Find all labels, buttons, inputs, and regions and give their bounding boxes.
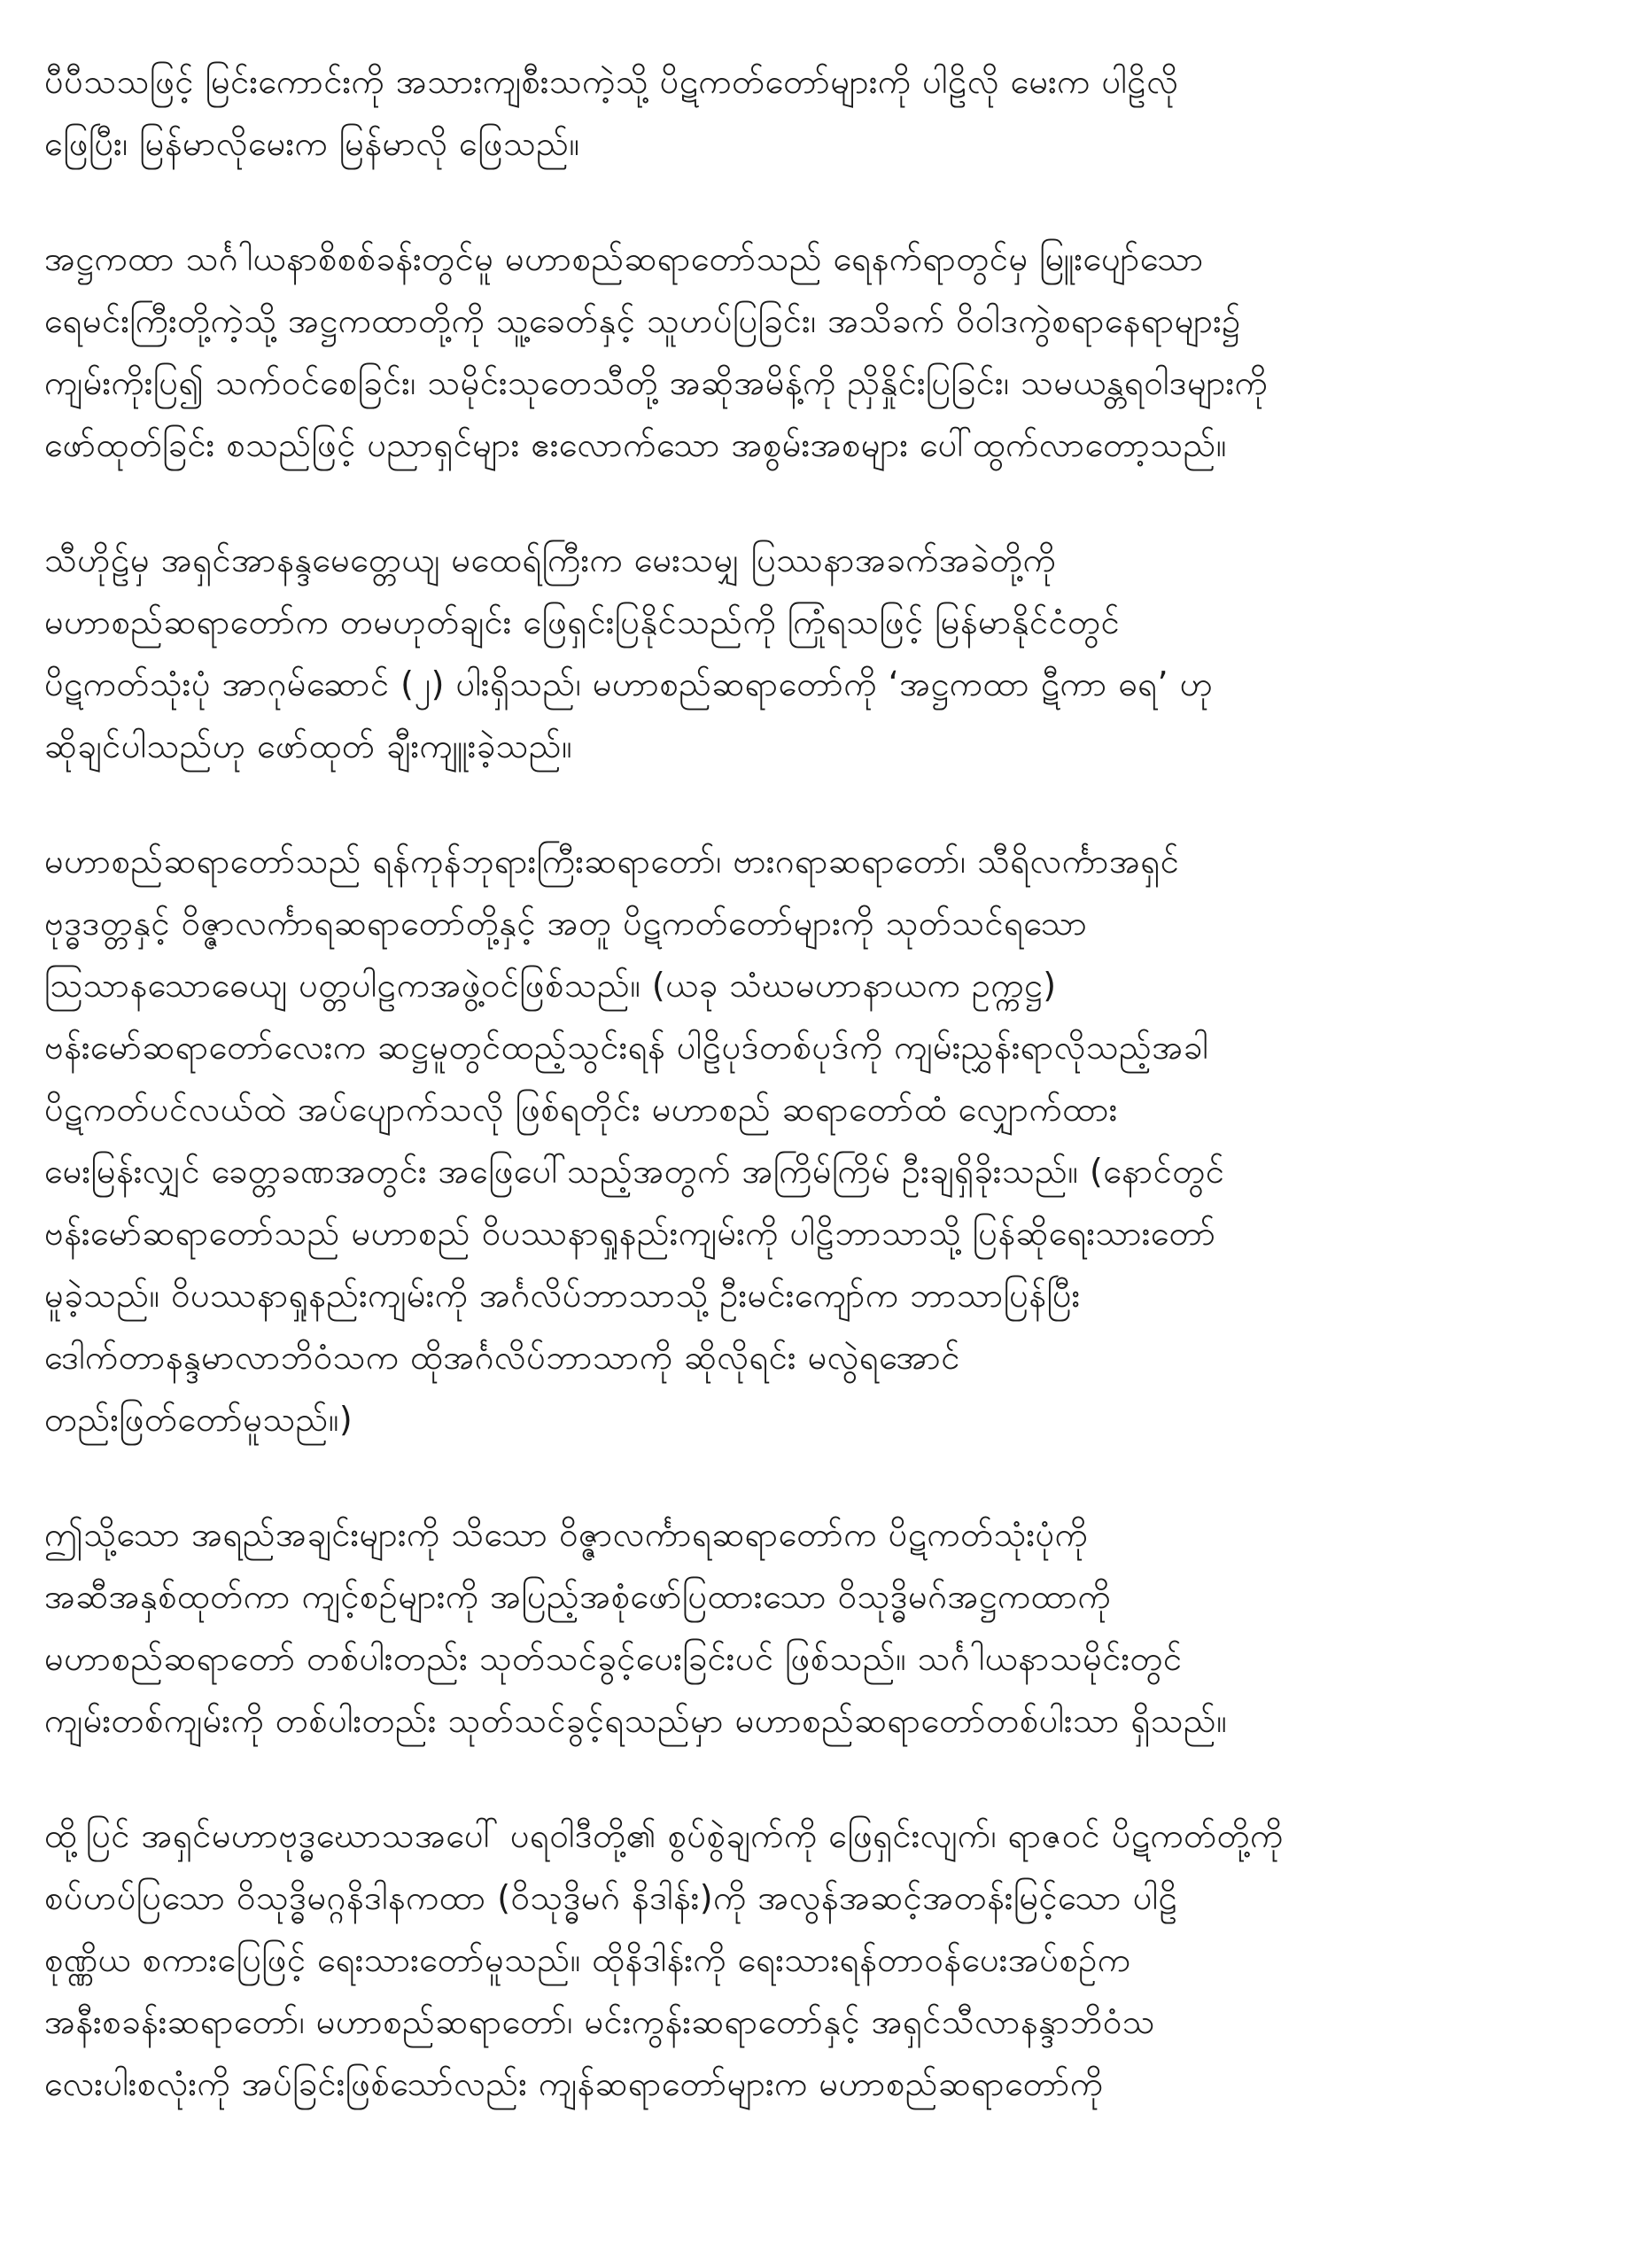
text-line: စပ်ဟပ်ပြသော ဝိသုဒ္ဓိမဂ္ဂနိဒါနကထာ (ဝိသုဒ္ဓိမဂ် နိဒါန်း)ကို အလွန်အဆင့်အတန်းမြင့်သော ပါဠိ <box>44 1878 1178 1917</box>
text-line: မေးမြန်းလျှင် ခေတ္တခဏအတွင်း အဖြေပေါ်သည့်အတွက် အကြိမ်ကြိမ် ဦးချရှိခိုးသည်။ (နောင်တွင် <box>44 1152 1225 1191</box>
text-line: ဗန်းမော်ဆရာတော်သည် မဟာစည် ဝိပဿနာရှုနည်းကျမ်းကို ပါဠိဘာသာသို့ ပြန်ဆိုရေးသားတော် <box>44 1214 1216 1253</box>
text-line: ဗုဒ္ဓဒတ္တနှင့် ဝိဇ္ဇာလင်္ကာရဆရာတော်တို့နှင့် အတူ ပိဋကတ်တော်များကို သုတ်သင်ရသော <box>44 904 1088 943</box>
text-line: ထို့ပြင် အရှင်မဟာဗုဒ္ဓဃောသအပေါ် ပရဝါဒီတို့၏ စွပ်စွဲချက်ကို ဖြေရှင်းလျက်၊ ရာဇဝင် ပိဋကတ်တို့ကို <box>44 1816 1284 1855</box>
text-line: ဖြေပြီး၊ မြန်မာလိုမေးက မြန်မာလို ဖြေသည်။ <box>44 124 580 163</box>
text-line: လေးပါးစလုံးကို အပ်ခြင်းဖြစ်သော်လည်း ကျန်ဆရာတော်များက မဟာစည်ဆရာတော်ကို <box>44 2064 1104 2103</box>
text-line: ဩသာနသောဓေယျ ပတ္တပါဠကအဖွဲ့ဝင်ဖြစ်သည်။ (ယခု သံဃမဟာနာယက ဥက္ကဋ္ဌ) <box>44 966 1057 1005</box>
text-line: စုဏ္ဏိယ စကားပြေဖြင့် ရေးသားတော်မူသည်။ ထိုနိဒါန်းကို ရေးသားရန်တာဝန်ပေးအပ်စဉ်က <box>44 1940 1131 1979</box>
text-line: မဟာစည်ဆရာတော်က တမဟုတ်ချင်း ဖြေရှင်းပြနိုင်သည်ကို ကြုံရသဖြင့် မြန်မာနိုင်ငံတွင် <box>44 602 1121 641</box>
text-line: တည်းဖြတ်တော်မူသည်။) <box>44 1400 353 1439</box>
text-line: ကျမ်းကိုးပြ၍ သက်ဝင်စေခြင်း၊ သမိုင်းသုတေသီတို့ အဆိုအမိန့်ကို ညှိနှိုင်းပြခြင်း၊ သမယန္တရဝါဒများကို <box>44 363 1269 402</box>
text-line: ဆိုချင်ပါသည်ဟု ဖော်ထုတ် ချီးကျူးခဲ့သည်။ <box>44 726 573 765</box>
text-line: ဤသို့သော အရည်အချင်းများကို သိသော ဝိဇ္ဇာလင်္ကာရဆရာတော်က ပိဋကတ်သုံးပုံကို <box>44 1515 1089 1554</box>
text-line: ပီပီသသဖြင့် မြင်းကောင်းကို အသားကျစီးသကဲ့သို့ ပိဋကတ်တော်များကို ပါဠိလို မေးက ပါဠိလို <box>44 62 1179 101</box>
text-line: အနီးစခန်းဆရာတော်၊ မဟာစည်ဆရာတော်၊ မင်းကွန်းဆရာတော်နှင့် အရှင်သီလာနန္ဒာဘိဝံသ <box>44 2002 1155 2041</box>
text-line: မဟာစည်ဆရာတော် တစ်ပါးတည်း သုတ်သင်ခွင့်ပေးခြင်းပင် ဖြစ်သည်။ သင်္ဂါယနာသမိုင်းတွင် <box>44 1639 1183 1678</box>
text-line: ကျမ်းတစ်ကျမ်းကို တစ်ပါးတည်း သုတ်သင်ခွင့်ရသည်မှာ မဟာစည်ဆရာတော်တစ်ပါးသာ ရှိသည်။ <box>44 1701 1228 1740</box>
text-line: ဖော်ထုတ်ခြင်း စသည်ဖြင့် ပညာရှင်များ ဧးလောက်သော အစွမ်းအစများ ပေါ်ထွက်လာတော့သည်။ <box>44 425 1227 464</box>
text-line: ပိဋကတ်သုံးပုံ အာဂုမ်ဆောင် (၂) ပါးရှိသည်၊ မဟာစည်ဆရာတော်ကို ‘အဋ္ဌကထာ ဋီကာ ဓရ’ ဟု <box>44 664 1214 703</box>
text-line: မူခဲ့သည်။ ဝိပဿနာရှုနည်းကျမ်းကို အင်္ဂလိပ်ဘာသာသို့ ဦးမင်းကျော်က ဘာသာပြန်ပြီး <box>44 1276 1081 1315</box>
text-line: အဋ္ဌကထာ သင်္ဂါယနာစိစစ်ခန်းတွင်မူ မဟာစည်ဆရာတော်သည် ရေနက်ရာတွင်မှ မြူးပျော်သော <box>44 239 1204 278</box>
text-line: ဒေါက်တာနန္ဒမာလာဘိဝံသက ထိုအင်္ဂလိပ်ဘာသာကို ဆိုလိုရင်း မလွဲရအောင် <box>44 1338 960 1377</box>
text-line: ရေမင်းကြီးတို့ကဲ့သို့ အဋ္ဌကထာတို့ကို သူ့ခေတ်နှင့် သူဟပ်ပြခြင်း၊ အသိခက် ဝိဝါဒကွဲစရာနေရာများ၌ <box>44 301 1241 340</box>
text-line: အဆီအနှစ်ထုတ်ကာ ကျင့်စဉ်များကို အပြည့်အစုံဖော်ပြထားသော ဝိသုဒ္ဓိမဂ်အဋ္ဌကထာကို <box>44 1577 1112 1616</box>
text-line: သီဟိုဠ်မှ အရှင်အာနန္ဒမေတ္တေယျ မထေရ်ကြီးက မေးသမျှ ပြဿနာအခက်အခဲတို့ကို <box>44 540 1057 579</box>
text-line: ပိဋကတ်ပင်လယ်ထဲ အပ်ပျောက်သလို ဖြစ်ရတိုင်း မဟာစည် ဆရာတော်ထံ လျှောက်ထား <box>44 1090 1118 1129</box>
text-line: မဟာစည်ဆရာတော်သည် ရန်ကုန်ဘုရားကြီးဆရာတော်၊ ဗားဂရာဆရာတော်၊ သီရိလင်္ကာအရှင် <box>44 842 1180 881</box>
text-line: ဗန်းမော်ဆရာတော်လေးက ဆဋ္ဌမူတွင်ထည့်သွင်းရန် ပါဠိပုဒ်တစ်ပုဒ်ကို ကျမ်းညွှန်းရာလိုသည့်အခါ <box>44 1028 1209 1067</box>
